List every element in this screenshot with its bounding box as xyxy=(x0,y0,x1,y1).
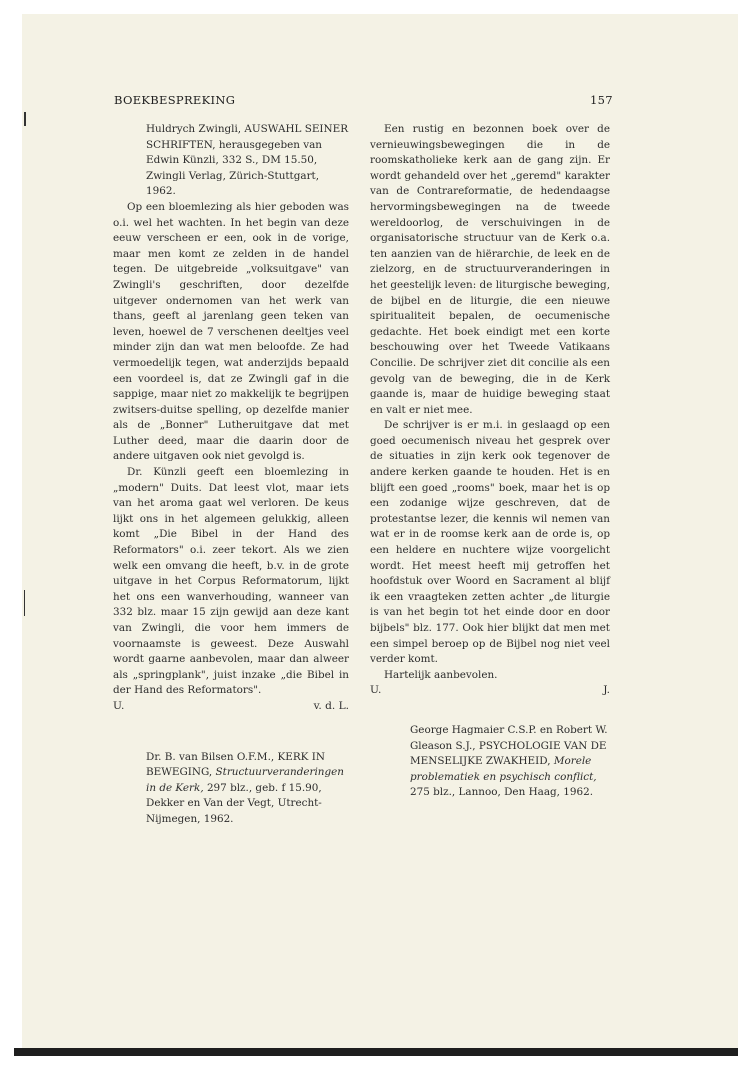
bibliographic-entry-bilsen xyxy=(113,750,349,828)
biblio-title: George Hagmaier C.S.P. en Robert W. Gleason S.J., PSYCHOLOGIE VAN DE MENSELIJKE ZWAKHEID, xyxy=(410,723,608,768)
running-title: BOEKBESPREKING xyxy=(114,93,236,107)
scan-margin-mark xyxy=(24,112,26,126)
review-closing: Hartelijk aanbevolen. xyxy=(384,668,498,681)
bibliographic-entry-zwingli: Huldrych Zwingli, AUSWAHL SEINER SCHRIFTEN, herausgegeben van Edwin Künzli, 332 S., DM 15.50, Zwingli Verlag, Zürich-Stuttgart, 1962. xyxy=(146,123,349,198)
biblio-subtitle: Morele problematiek en psychisch conflict, xyxy=(410,755,597,783)
review-paragraph: Een rustig en bezonnen boek over de vernieuwingsbewegingen die in de roomskatholieke kerk aan de gang zijn. Er wordt gehandeld over het „geremd" karakter van de Contrareformatie, de hedendaagse hervormingsbewegingen na de tweede wereldoorlog, de verschuivingen in de organisatorische structuur van de Kerk o.a. ten aanzien van de hiërarchie, de leek en de zielzorg, en de structuurveranderingen in het geestelijk leven: de liturgische beweging, de bijbel en de liturgie, die een nieuwe spiritualiteit bepalen, de oecumenische gedachte. Het boek eindigt met een korte beschouwing over het Tweede Vatikaans Concilie. De schrijver ziet dit concilie als een gevolg van de beweging, die in de Kerk gaande is, maar de huidige beweging staat en valt er niet mee. xyxy=(370,123,610,416)
scan-margin-mark-lower xyxy=(24,590,25,616)
review-paragraph: Op een bloemlezing als hier geboden was o.i. wel het wachten. In het begin van deze eeuw verscheen er een, ook in de vorige, maar men komt ze zelden in de handel tegen. De uitgebreide „volksuitgave" van Zwingli's geschriften, door dezelfde uitgever ondernomen van het werk van thans, geeft al jarenlang geen teken van leven, hoewel de 7 verschenen deeltjes veel minder zijn dan wat men beloofde. Ze had vermoedelijk tegen, wat anderzijds bepaald een voordeel is, dat ze Zwingli gaf in die sappige, maar niet zo makkelijk te begrijpen zwitsers-duitse spelling, op dezelfde manier als de „Bonner" Lutheruitgave dat met Luther deed, maar die daarin door de andere uitgaven ook niet gevolgd is. xyxy=(113,200,349,463)
left-column xyxy=(113,122,349,828)
signature-initial: U. xyxy=(113,699,125,712)
scan-bottom-edge xyxy=(14,1048,738,1056)
bibliographic-entry-hagmaier xyxy=(370,723,610,801)
biblio-subtitle: Structuurveranderingen in de Kerk, xyxy=(146,766,344,794)
signature-reviewer: v. d. L. xyxy=(313,699,349,712)
page-number: 157 xyxy=(590,93,613,107)
signature-reviewer: J. xyxy=(603,684,610,697)
review-paragraph: Dr. Künzli geeft een bloemlezing in „modern" Duits. Dat leest vlot, maar iets van het aroma gaat wel verloren. De keus lijkt ons in het algemeen gelukkig, alleen komt „Die Bibel in der Hand des Reformators" o.i. zeer tekort. Als we zien welk een omvang die heeft, b.v. in de grote uitgave in het Corpus Reformatorum, lijkt het ons een wanverhouding, wanneer van 332 blz. maar 15 zijn gewijd aan deze kant van Zwingli, die voor hem immers de voornaamste is geweest. Deze Auswahl wordt gaarne aanbevolen, maar dan alweer als „springplank", juist inzake „die Bibel in der Hand des Reformators". xyxy=(113,466,349,697)
right-column xyxy=(370,122,610,801)
signature-initial: U. xyxy=(370,684,382,697)
review-signature xyxy=(370,683,610,699)
biblio-title: Dr. B. van Bilsen O.F.M., KERK IN BEWEGING, xyxy=(146,750,325,779)
biblio-details: 275 blz., Lannoo, Den Haag, 1962. xyxy=(410,786,594,799)
biblio-details: 297 blz., geb. f 15.90, Dekker en Van der Vegt, Utrecht-Nijmegen, 1962. xyxy=(146,781,322,825)
review-signature xyxy=(113,699,349,715)
review-paragraph: De schrijver is er m.i. in geslaagd op een goed oecumenisch niveau het gesprek over de situaties in zijn kerk ook tegenover de andere kerken gaande te houden. Het is en blijft een goed „rooms" boek, maar het is op een zodanige wijze geschreven, dat de protestantse lezer, die kennis wil nemen van wat er in de roomse kerk aan de orde is, op een heldere en nuchtere wijze voorgelicht wordt. Het meest heeft mij getroffen het hoofdstuk over Woord en Sacrament al blijf ik een vraagteken zetten achter „de liturgie is van het begin tot het einde door en door bijbels" blz. 177. Ook hier blijkt dat men met een simpel beroep op de Bijbel nog niet veel verder komt. xyxy=(370,419,610,666)
